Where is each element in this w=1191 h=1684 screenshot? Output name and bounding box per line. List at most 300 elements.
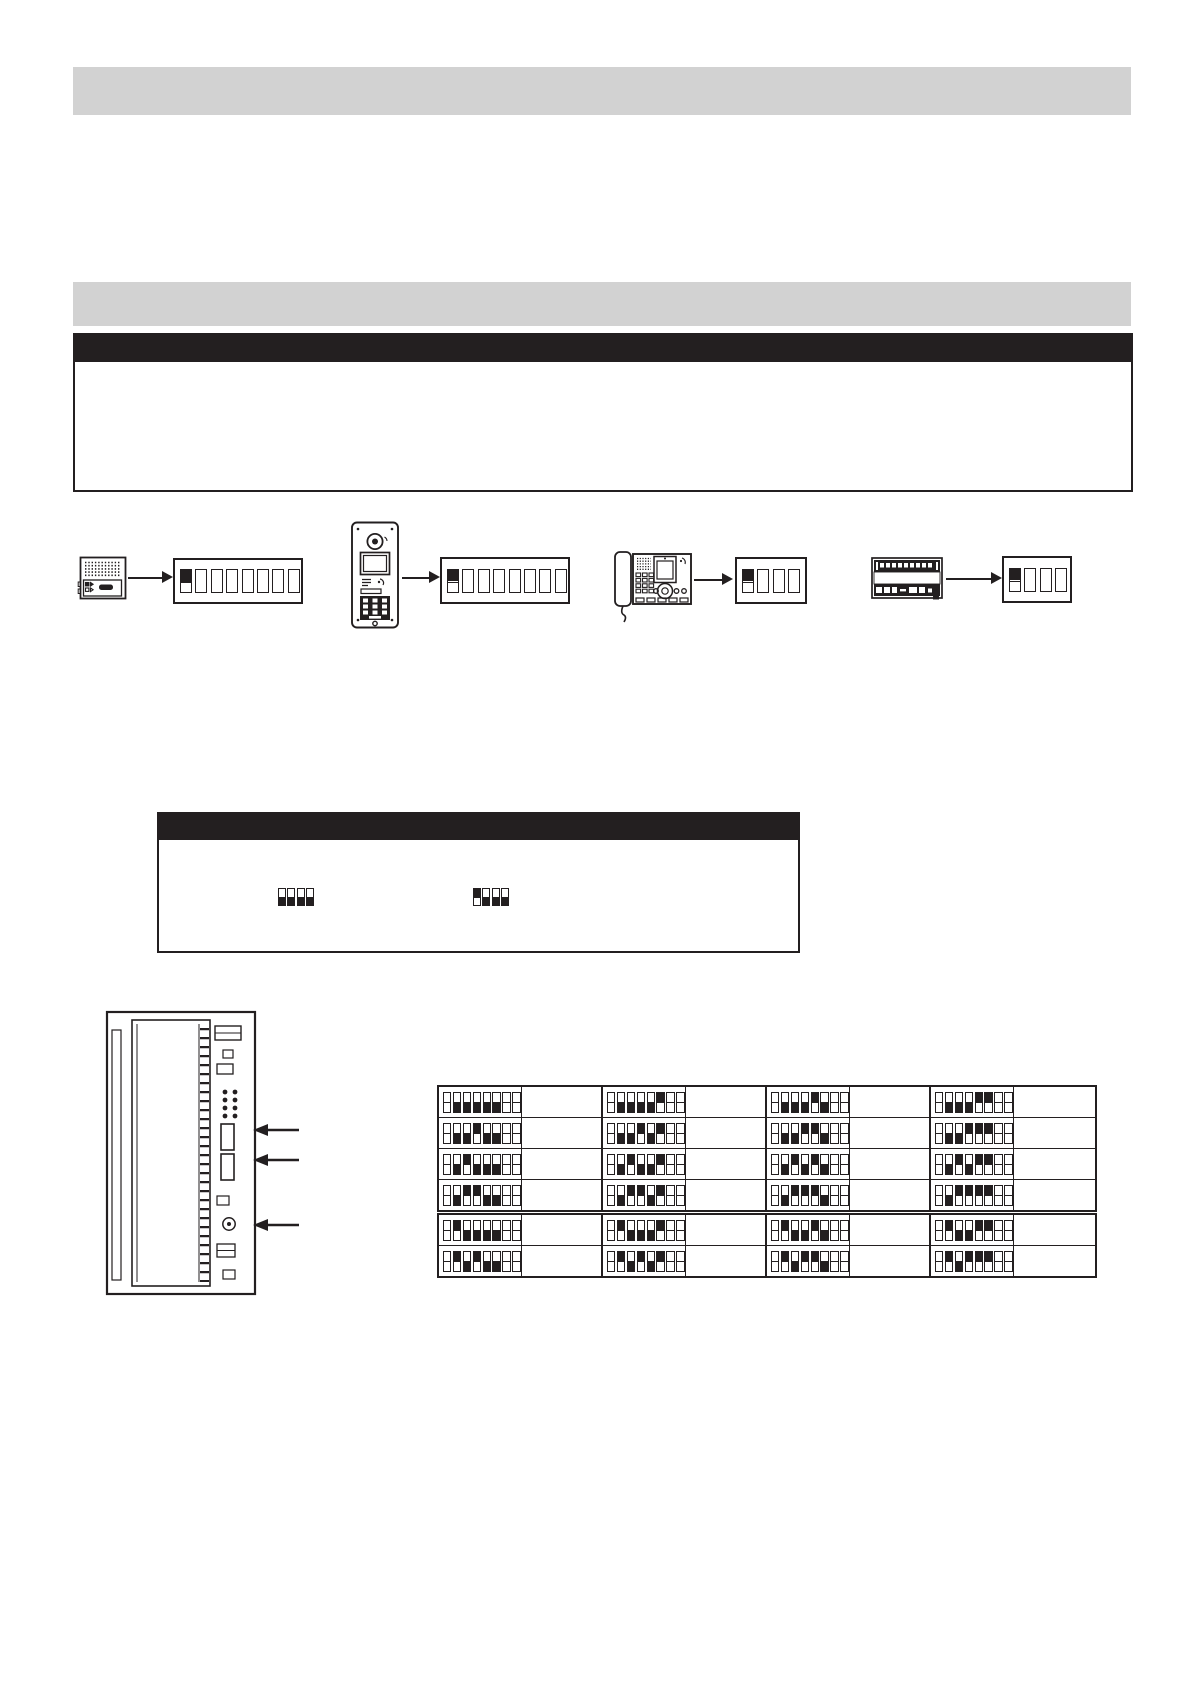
arrow-to-dip-4 bbox=[946, 578, 991, 580]
table-switch-8 bbox=[840, 1123, 848, 1144]
table-row bbox=[439, 1215, 1095, 1246]
table-switch-1 bbox=[443, 1220, 451, 1241]
address-label-cell bbox=[850, 1215, 931, 1245]
table-switch-1 bbox=[935, 1251, 943, 1272]
table-switch-2 bbox=[453, 1154, 461, 1175]
module-label-icons bbox=[86, 583, 94, 592]
table-switch-1 bbox=[771, 1092, 779, 1113]
table-switch-2 bbox=[617, 1092, 625, 1113]
dip-pattern-cell bbox=[767, 1246, 850, 1276]
dip-pattern-cell bbox=[439, 1215, 522, 1245]
table-row bbox=[439, 1118, 1095, 1149]
table-switch-5 bbox=[483, 1220, 491, 1241]
dip-pattern-cell bbox=[603, 1180, 686, 1210]
table-switch-4 bbox=[637, 1220, 645, 1241]
table-switch-7 bbox=[502, 1123, 510, 1144]
table-switch-4 bbox=[801, 1154, 809, 1175]
table-switch-4 bbox=[473, 1185, 481, 1206]
address-label-cell bbox=[1014, 1087, 1095, 1117]
table-switch-8 bbox=[676, 1251, 684, 1272]
button-grid bbox=[223, 1090, 238, 1119]
speaker-grille-icon bbox=[637, 559, 651, 570]
table-switch-4 bbox=[637, 1251, 645, 1272]
table-switch-6 bbox=[656, 1185, 664, 1206]
table-switch-1 bbox=[935, 1092, 943, 1113]
dip-switch-4 bbox=[1055, 568, 1067, 592]
table-switch-5 bbox=[647, 1185, 655, 1206]
dip-switch-8 bbox=[555, 569, 567, 593]
address-label-cell bbox=[686, 1180, 767, 1210]
table-row bbox=[439, 1149, 1095, 1180]
table-switch-8 bbox=[512, 1092, 520, 1113]
table-switch-7 bbox=[830, 1185, 838, 1206]
nav-cluster-icon bbox=[654, 584, 687, 599]
table-switch-3 bbox=[627, 1154, 635, 1175]
table-switch-2 bbox=[781, 1154, 789, 1175]
table-switch-6 bbox=[492, 1123, 500, 1144]
dip-switch-8 bbox=[288, 569, 300, 593]
table-switch-8 bbox=[676, 1123, 684, 1144]
address-label-cell bbox=[850, 1180, 931, 1210]
table-switch-6 bbox=[492, 1154, 500, 1175]
table-switch-5 bbox=[975, 1154, 983, 1175]
table-switch-4 bbox=[637, 1154, 645, 1175]
table-switch-5 bbox=[811, 1220, 819, 1241]
table-switch-3 bbox=[791, 1251, 799, 1272]
table-row bbox=[439, 1246, 1095, 1276]
table-switch-3 bbox=[791, 1220, 799, 1241]
address-label-cell bbox=[850, 1246, 931, 1276]
table-switch-2 bbox=[453, 1123, 461, 1144]
table-switch-6 bbox=[492, 1220, 500, 1241]
table-switch-5 bbox=[811, 1185, 819, 1206]
table-switch-6 bbox=[656, 1220, 664, 1241]
dip-pattern-cell bbox=[767, 1180, 850, 1210]
table-switch-5 bbox=[647, 1154, 655, 1175]
dip-switch-7 bbox=[272, 569, 284, 593]
table-switch-5 bbox=[811, 1123, 819, 1144]
dip-pattern-cell bbox=[603, 1087, 686, 1117]
table-switch-2 bbox=[617, 1123, 625, 1144]
table-switch-6 bbox=[656, 1251, 664, 1272]
table-switch-5 bbox=[483, 1092, 491, 1113]
dip-pattern-cell bbox=[931, 1246, 1014, 1276]
table-switch-8 bbox=[1004, 1220, 1012, 1241]
second-heading-bar bbox=[73, 282, 1131, 326]
table-switch-1 bbox=[443, 1154, 451, 1175]
table-switch-1 bbox=[443, 1185, 451, 1206]
table-switch-6 bbox=[820, 1251, 828, 1272]
table-switch-2 bbox=[781, 1185, 789, 1206]
table-switch-5 bbox=[975, 1220, 983, 1241]
table-switch-8 bbox=[512, 1123, 520, 1144]
table-switch-7 bbox=[994, 1154, 1002, 1175]
table-switch-6 bbox=[656, 1154, 664, 1175]
dip-switch-6 bbox=[524, 569, 536, 593]
keypad-icon bbox=[360, 596, 390, 620]
info-box bbox=[73, 362, 1133, 492]
arrow-to-dip-1 bbox=[128, 577, 162, 579]
dip-pattern-cell bbox=[603, 1149, 686, 1179]
table-switch-6 bbox=[820, 1185, 828, 1206]
address-label-cell bbox=[522, 1118, 603, 1148]
table-switch-4 bbox=[637, 1123, 645, 1144]
table-switch-8 bbox=[1004, 1251, 1012, 1272]
table-switch-1 bbox=[607, 1154, 615, 1175]
dip-switch-4 bbox=[788, 569, 800, 593]
table-switch-3 bbox=[791, 1123, 799, 1144]
table-switch-7 bbox=[830, 1220, 838, 1241]
dip-switch-2 bbox=[462, 569, 474, 593]
table-switch-5 bbox=[811, 1092, 819, 1113]
top-heading-bar bbox=[73, 67, 1131, 115]
speaker-slots-icon bbox=[362, 579, 384, 586]
dip-switch-3 bbox=[211, 569, 223, 593]
table-switch-3 bbox=[791, 1092, 799, 1113]
dip-pattern-cell bbox=[439, 1118, 522, 1148]
master-station-icon bbox=[613, 548, 695, 624]
table-switch-1 bbox=[443, 1123, 451, 1144]
table-switch-7 bbox=[502, 1251, 510, 1272]
table-switch-4 bbox=[801, 1092, 809, 1113]
note-switch-4 bbox=[501, 888, 509, 906]
table-switch-7 bbox=[994, 1123, 1002, 1144]
table-switch-7 bbox=[830, 1154, 838, 1175]
table-switch-3 bbox=[791, 1185, 799, 1206]
table-switch-2 bbox=[453, 1251, 461, 1272]
table-switch-3 bbox=[627, 1220, 635, 1241]
card-slot-icon bbox=[99, 585, 113, 591]
table-switch-4 bbox=[473, 1123, 481, 1144]
table-switch-6 bbox=[984, 1185, 992, 1206]
switch-slot-1 bbox=[221, 1124, 234, 1150]
dip-pattern-cell bbox=[767, 1215, 850, 1245]
table-switch-3 bbox=[627, 1092, 635, 1113]
side-components bbox=[215, 1026, 241, 1279]
dip-switch-3 bbox=[1040, 568, 1052, 592]
table-switch-5 bbox=[811, 1154, 819, 1175]
speaker-grille-icon bbox=[84, 561, 122, 577]
table-switch-8 bbox=[676, 1185, 684, 1206]
table-switch-4 bbox=[473, 1251, 481, 1272]
table-switch-7 bbox=[830, 1123, 838, 1144]
bus-control-unit-diagram bbox=[103, 1008, 313, 1300]
table-switch-2 bbox=[945, 1251, 953, 1272]
address-label-cell bbox=[522, 1087, 603, 1117]
dip-pattern-cell bbox=[439, 1180, 522, 1210]
table-switch-4 bbox=[965, 1154, 973, 1175]
dip-switch-1 bbox=[1009, 568, 1021, 592]
table-switch-5 bbox=[975, 1185, 983, 1206]
dip-switch-4 bbox=[226, 569, 238, 593]
handset-icon bbox=[615, 552, 631, 622]
table-switch-5 bbox=[483, 1185, 491, 1206]
table-switch-2 bbox=[781, 1251, 789, 1272]
table-switch-6 bbox=[820, 1154, 828, 1175]
table-switch-1 bbox=[443, 1092, 451, 1113]
table-switch-3 bbox=[627, 1251, 635, 1272]
table-switch-1 bbox=[607, 1220, 615, 1241]
address-label-cell bbox=[1014, 1215, 1095, 1245]
audio-door-station-icon bbox=[78, 556, 128, 600]
table-switch-5 bbox=[483, 1123, 491, 1144]
din-rail-unit-icon bbox=[870, 556, 944, 602]
table-switch-2 bbox=[781, 1123, 789, 1144]
table-switch-4 bbox=[965, 1092, 973, 1113]
dip-pattern-cell bbox=[767, 1149, 850, 1179]
table-switch-5 bbox=[647, 1123, 655, 1144]
table-switch-7 bbox=[666, 1220, 674, 1241]
table-switch-1 bbox=[443, 1251, 451, 1272]
table-switch-6 bbox=[820, 1220, 828, 1241]
table-switch-1 bbox=[771, 1220, 779, 1241]
table-switch-7 bbox=[666, 1154, 674, 1175]
function-keys bbox=[636, 598, 688, 602]
address-label-cell bbox=[850, 1118, 931, 1148]
table-switch-4 bbox=[473, 1154, 481, 1175]
table-switch-8 bbox=[840, 1251, 848, 1272]
table-switch-6 bbox=[984, 1220, 992, 1241]
table-switch-5 bbox=[647, 1251, 655, 1272]
dip-pattern-cell bbox=[767, 1087, 850, 1117]
table-switch-1 bbox=[771, 1185, 779, 1206]
address-label-cell bbox=[686, 1087, 767, 1117]
dip-switch-box-4 bbox=[1002, 556, 1072, 603]
table-switch-1 bbox=[935, 1185, 943, 1206]
arrow-to-dip-2 bbox=[402, 577, 429, 579]
pointer-arrow-icons bbox=[253, 1124, 299, 1231]
table-switch-2 bbox=[453, 1092, 461, 1113]
dip-pattern-cell bbox=[603, 1246, 686, 1276]
handset-cord bbox=[622, 606, 626, 622]
table-row bbox=[439, 1087, 1095, 1118]
table-switch-5 bbox=[975, 1092, 983, 1113]
address-table-block-2 bbox=[437, 1213, 1097, 1278]
table-switch-8 bbox=[512, 1185, 520, 1206]
dip-switch-3 bbox=[773, 569, 785, 593]
table-switch-3 bbox=[955, 1092, 963, 1113]
table-switch-2 bbox=[617, 1154, 625, 1175]
table-switch-4 bbox=[637, 1185, 645, 1206]
table-switch-3 bbox=[791, 1154, 799, 1175]
table-switch-4 bbox=[965, 1251, 973, 1272]
dip-pattern-cell bbox=[931, 1149, 1014, 1179]
note-switch-2 bbox=[482, 888, 490, 906]
display-icon bbox=[361, 553, 390, 575]
dip-pattern-cell bbox=[931, 1180, 1014, 1210]
note-box-title-bar bbox=[157, 812, 800, 840]
address-label-cell bbox=[522, 1246, 603, 1276]
dip-switch-2 bbox=[1024, 568, 1036, 592]
display-icon bbox=[654, 557, 676, 583]
address-label-cell bbox=[686, 1118, 767, 1148]
table-switch-4 bbox=[637, 1092, 645, 1113]
table-switch-2 bbox=[781, 1220, 789, 1241]
table-switch-2 bbox=[945, 1123, 953, 1144]
dip-pattern-cell bbox=[931, 1087, 1014, 1117]
table-switch-4 bbox=[965, 1185, 973, 1206]
table-switch-6 bbox=[656, 1092, 664, 1113]
table-row bbox=[439, 1180, 1095, 1210]
note-box bbox=[157, 840, 800, 953]
address-label-cell bbox=[1014, 1246, 1095, 1276]
dip-switch-box-1 bbox=[173, 558, 303, 604]
table-switch-1 bbox=[771, 1251, 779, 1272]
table-switch-6 bbox=[984, 1154, 992, 1175]
table-switch-8 bbox=[676, 1220, 684, 1241]
mounting-rail bbox=[112, 1030, 121, 1280]
table-switch-3 bbox=[463, 1092, 471, 1113]
table-switch-6 bbox=[820, 1123, 828, 1144]
table-switch-4 bbox=[801, 1220, 809, 1241]
dip-pattern-cell bbox=[767, 1118, 850, 1148]
dip-switch-1 bbox=[742, 569, 754, 593]
table-switch-6 bbox=[656, 1123, 664, 1144]
table-switch-7 bbox=[994, 1092, 1002, 1113]
table-switch-3 bbox=[463, 1185, 471, 1206]
table-switch-8 bbox=[840, 1154, 848, 1175]
table-switch-8 bbox=[512, 1220, 520, 1241]
table-switch-8 bbox=[840, 1092, 848, 1113]
table-switch-2 bbox=[781, 1092, 789, 1113]
table-switch-3 bbox=[955, 1220, 963, 1241]
dip-pattern-cell bbox=[439, 1246, 522, 1276]
dip-pattern-cell bbox=[603, 1215, 686, 1245]
table-switch-1 bbox=[771, 1123, 779, 1144]
dip-pattern-cell bbox=[439, 1087, 522, 1117]
dip-pattern-cell bbox=[931, 1215, 1014, 1245]
note-dip-glyph-all-off bbox=[278, 888, 316, 906]
table-switch-3 bbox=[955, 1185, 963, 1206]
terminal-strip-icon bbox=[874, 560, 940, 572]
table-switch-6 bbox=[492, 1092, 500, 1113]
table-switch-2 bbox=[945, 1092, 953, 1113]
table-switch-6 bbox=[820, 1092, 828, 1113]
dip-switch-4 bbox=[493, 569, 505, 593]
table-switch-6 bbox=[984, 1092, 992, 1113]
table-switch-5 bbox=[647, 1220, 655, 1241]
note-switch-1 bbox=[278, 888, 286, 906]
table-switch-7 bbox=[502, 1154, 510, 1175]
table-switch-6 bbox=[492, 1185, 500, 1206]
dip-switch-7 bbox=[539, 569, 551, 593]
table-switch-7 bbox=[830, 1092, 838, 1113]
table-switch-8 bbox=[676, 1154, 684, 1175]
table-switch-7 bbox=[666, 1251, 674, 1272]
table-switch-2 bbox=[453, 1220, 461, 1241]
table-switch-3 bbox=[955, 1251, 963, 1272]
table-switch-1 bbox=[607, 1251, 615, 1272]
table-switch-6 bbox=[492, 1251, 500, 1272]
table-switch-7 bbox=[502, 1092, 510, 1113]
dip-switch-box-2 bbox=[440, 557, 570, 604]
table-switch-8 bbox=[1004, 1123, 1012, 1144]
table-switch-3 bbox=[463, 1123, 471, 1144]
address-label-cell bbox=[1014, 1180, 1095, 1210]
dip-pattern-cell bbox=[931, 1118, 1014, 1148]
table-switch-2 bbox=[945, 1154, 953, 1175]
note-switch-3 bbox=[492, 888, 500, 906]
address-setting-tables bbox=[437, 1085, 1097, 1279]
table-switch-8 bbox=[1004, 1154, 1012, 1175]
dip-switch-2 bbox=[757, 569, 769, 593]
note-switch-4 bbox=[306, 888, 314, 906]
table-switch-3 bbox=[955, 1123, 963, 1144]
table-switch-7 bbox=[502, 1185, 510, 1206]
table-switch-1 bbox=[935, 1154, 943, 1175]
table-switch-7 bbox=[994, 1251, 1002, 1272]
table-switch-5 bbox=[975, 1251, 983, 1272]
table-switch-8 bbox=[1004, 1092, 1012, 1113]
table-switch-4 bbox=[801, 1251, 809, 1272]
table-switch-3 bbox=[463, 1220, 471, 1241]
dip-pattern-cell bbox=[439, 1149, 522, 1179]
table-switch-7 bbox=[994, 1220, 1002, 1241]
address-label-cell bbox=[850, 1149, 931, 1179]
table-switch-1 bbox=[607, 1092, 615, 1113]
table-switch-4 bbox=[965, 1123, 973, 1144]
table-switch-3 bbox=[627, 1123, 635, 1144]
table-switch-4 bbox=[801, 1123, 809, 1144]
table-switch-6 bbox=[984, 1123, 992, 1144]
address-label-cell bbox=[850, 1087, 931, 1117]
table-switch-1 bbox=[935, 1123, 943, 1144]
speaker-mark-icon bbox=[680, 558, 685, 564]
terminal-board bbox=[132, 1020, 210, 1286]
address-label-cell bbox=[1014, 1149, 1095, 1179]
table-switch-8 bbox=[840, 1185, 848, 1206]
address-table-block-1 bbox=[437, 1085, 1097, 1212]
table-switch-5 bbox=[483, 1154, 491, 1175]
section-title-bar bbox=[73, 333, 1133, 362]
address-label-cell bbox=[522, 1180, 603, 1210]
note-switch-3 bbox=[297, 888, 305, 906]
table-switch-1 bbox=[607, 1185, 615, 1206]
table-switch-2 bbox=[453, 1185, 461, 1206]
address-label-cell bbox=[686, 1149, 767, 1179]
table-switch-7 bbox=[994, 1185, 1002, 1206]
dip-switch-2 bbox=[195, 569, 207, 593]
table-switch-2 bbox=[617, 1251, 625, 1272]
table-switch-8 bbox=[1004, 1185, 1012, 1206]
table-switch-4 bbox=[473, 1220, 481, 1241]
table-switch-7 bbox=[666, 1123, 674, 1144]
table-switch-5 bbox=[647, 1092, 655, 1113]
table-switch-4 bbox=[965, 1220, 973, 1241]
table-switch-1 bbox=[771, 1154, 779, 1175]
table-switch-2 bbox=[617, 1185, 625, 1206]
dip-switch-5 bbox=[509, 569, 521, 593]
table-switch-3 bbox=[627, 1185, 635, 1206]
dip-switch-1 bbox=[447, 569, 459, 593]
table-switch-1 bbox=[935, 1220, 943, 1241]
keypad-icon bbox=[636, 573, 654, 593]
table-switch-7 bbox=[502, 1220, 510, 1241]
table-switch-4 bbox=[473, 1092, 481, 1113]
dip-pattern-cell bbox=[603, 1118, 686, 1148]
table-switch-8 bbox=[512, 1154, 520, 1175]
table-switch-6 bbox=[984, 1251, 992, 1272]
table-switch-5 bbox=[975, 1123, 983, 1144]
arrow-to-dip-3 bbox=[694, 579, 722, 581]
table-switch-4 bbox=[801, 1185, 809, 1206]
table-switch-3 bbox=[463, 1154, 471, 1175]
table-switch-8 bbox=[840, 1220, 848, 1241]
table-switch-7 bbox=[666, 1185, 674, 1206]
dip-switch-3 bbox=[478, 569, 490, 593]
switch-slot-2 bbox=[221, 1154, 234, 1180]
table-switch-5 bbox=[483, 1251, 491, 1272]
